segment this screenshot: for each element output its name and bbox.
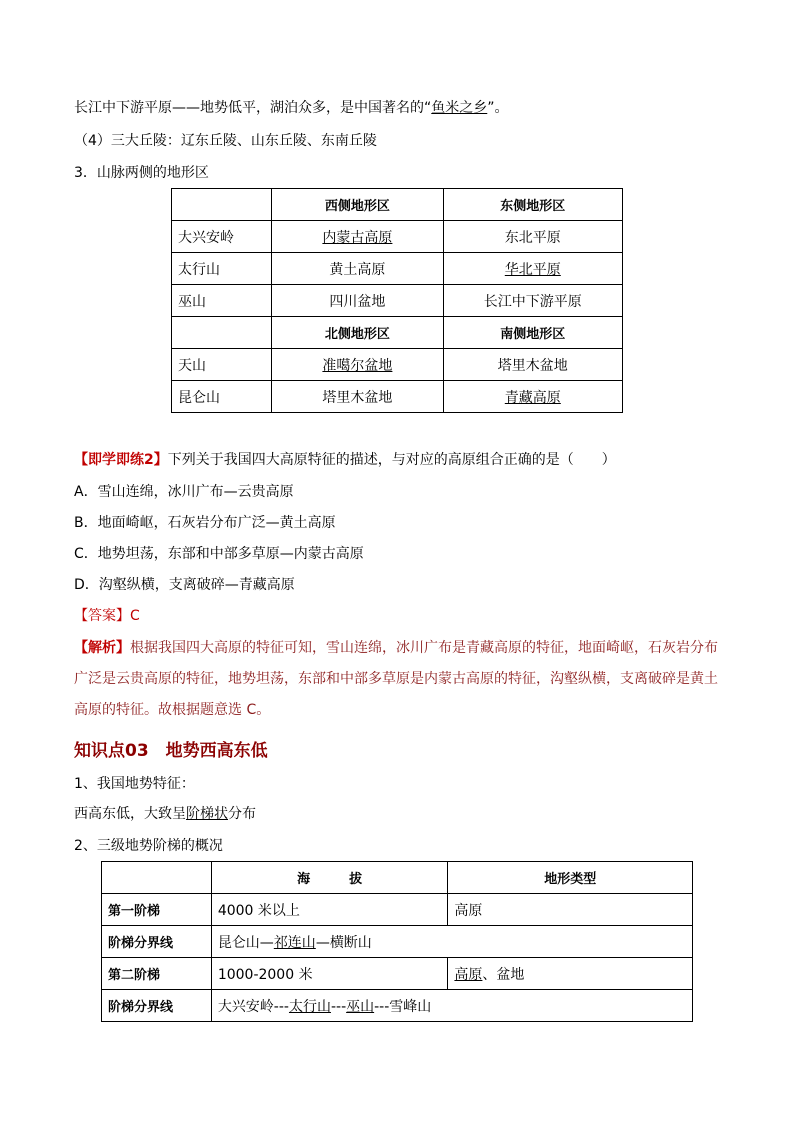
header-cell: 西侧地形区 (272, 189, 443, 221)
boundary-cell (211, 926, 692, 958)
analysis-line-3: 高原的特征。故根据题意选 C。 (74, 702, 271, 718)
intro-text: 长江中下游平原——地势低平，湖泊众多，是中国著名的“ (74, 100, 432, 116)
intro-text-end: ”。 (487, 100, 509, 116)
boundary-underlined: 巫山 (346, 998, 375, 1015)
terrain-type-cell (448, 958, 693, 990)
table-row (102, 926, 693, 958)
option-b: B．地面崎岖，石灰岩分布广泛—黄土高原 (74, 515, 336, 531)
option-a: A．雪山连绵，冰川广布—云贵高原 (74, 484, 294, 500)
question-text: 下列关于我国四大高原特征的描述，与对应的高原组合正确的是（ ） (167, 452, 616, 468)
section-heading: 知识点03 地势西高东低 (74, 741, 268, 761)
intro-line-2: （4）三大丘陵：辽东丘陵、山东丘陵、东南丘陵 (74, 133, 377, 149)
mountain-name: 巫山 (172, 285, 272, 317)
terrain-type-cell: 高原 (448, 894, 693, 926)
terrain-value: 华北平原 (504, 261, 561, 278)
table-header-row (102, 862, 693, 894)
terrain-type-text: 、盆地 (482, 966, 525, 983)
table-header-row (172, 189, 623, 221)
header-cell (172, 317, 272, 349)
mountain-name: 昆仑山 (172, 381, 272, 413)
mountain-name: 太行山 (172, 253, 272, 285)
boundary-text: --- (330, 998, 347, 1015)
row-label: 阶梯分界线 (102, 990, 212, 1022)
table-row (172, 349, 623, 381)
answer-tag: 【答案】 (74, 608, 130, 624)
intro-line-3: 3．山脉两侧的地形区 (74, 165, 209, 181)
boundary-text: 昆仑山— (217, 934, 274, 951)
terrain-cell: 塔里木盆地 (443, 349, 622, 381)
table-row (172, 221, 623, 253)
altitude-cell: 4000 米以上 (211, 894, 448, 926)
terrain-cell: 东北平原 (443, 221, 622, 253)
altitude-cell: 1000-2000 米 (211, 958, 448, 990)
terrain-cell: 塔里木盆地 (272, 381, 443, 413)
table-row (102, 958, 693, 990)
header-cell (172, 189, 272, 221)
section-line-2 (74, 804, 256, 824)
boundary-underlined: 太行山 (288, 998, 331, 1015)
option-d: D．沟壑纵横，支离破碎—青藏高原 (74, 577, 295, 593)
table-row (172, 253, 623, 285)
underlined-term: 阶梯状 (186, 806, 228, 822)
boundary-text: ---雪峰山 (374, 998, 432, 1015)
section-text-end: 分布 (228, 806, 256, 822)
answer-value: C (130, 608, 140, 624)
boundary-text: 大兴安岭--- (217, 998, 289, 1015)
terrain-value: 内蒙古高原 (322, 229, 393, 246)
header-cell (102, 862, 212, 894)
table-row (102, 894, 693, 926)
terrain-cell (443, 253, 622, 285)
terrain-cell: 长江中下游平原 (443, 285, 622, 317)
header-cell: 南侧地形区 (443, 317, 622, 349)
terrain-cell: 四川盆地 (272, 285, 443, 317)
terrain-steps-table (101, 861, 693, 1022)
mountain-sides-table (171, 188, 623, 413)
option-c: C．地势坦荡，东部和中部多草原—内蒙古高原 (74, 546, 364, 562)
row-label: 第二阶梯 (102, 958, 212, 990)
analysis-line-1 (74, 638, 718, 658)
header-cell: 北侧地形区 (272, 317, 443, 349)
mountain-name: 天山 (172, 349, 272, 381)
header-cell: 东侧地形区 (443, 189, 622, 221)
section-line-1: 1、我国地势特征： (74, 776, 195, 792)
row-label: 阶梯分界线 (102, 926, 212, 958)
terrain-value: 青藏高原 (504, 389, 561, 406)
boundary-underlined: 祁连山 (273, 934, 316, 951)
section-line-3: 2、三级地势阶梯的概况 (74, 838, 223, 854)
table-row (172, 381, 623, 413)
terrain-cell (272, 221, 443, 253)
exercise-tag: 【即学即练2】 (74, 452, 168, 468)
analysis-line-2: 广泛是云贵高原的特征，地势坦荡，东部和中部多草原是内蒙古高原的特征，沟壑纵横，支离破碎是黄土 (74, 671, 718, 687)
exercise-question (74, 450, 616, 470)
header-cell: 海 拔 (211, 862, 448, 894)
analysis-text: 根据我国四大高原的特征可知，雪山连绵，冰川广布是青藏高原的特征，地面崎岖，石灰岩分布 (130, 640, 718, 656)
boundary-cell (211, 990, 692, 1022)
table-row (172, 285, 623, 317)
section-text: 西高东低，大致呈 (74, 806, 186, 822)
table-header-row (172, 317, 623, 349)
terrain-value: 准噶尔盆地 (322, 357, 393, 374)
terrain-type-underlined: 高原 (454, 966, 483, 983)
header-cell: 地形类型 (448, 862, 693, 894)
answer-line (74, 606, 140, 626)
terrain-cell (443, 381, 622, 413)
table-row (102, 990, 693, 1022)
underlined-term: 鱼米之乡 (431, 100, 488, 116)
intro-line-1 (74, 98, 509, 118)
boundary-text: —横断山 (315, 934, 372, 951)
terrain-cell (272, 349, 443, 381)
row-label: 第一阶梯 (102, 894, 212, 926)
terrain-cell: 黄土高原 (272, 253, 443, 285)
mountain-name: 大兴安岭 (172, 221, 272, 253)
analysis-tag: 【解析】 (74, 640, 130, 656)
